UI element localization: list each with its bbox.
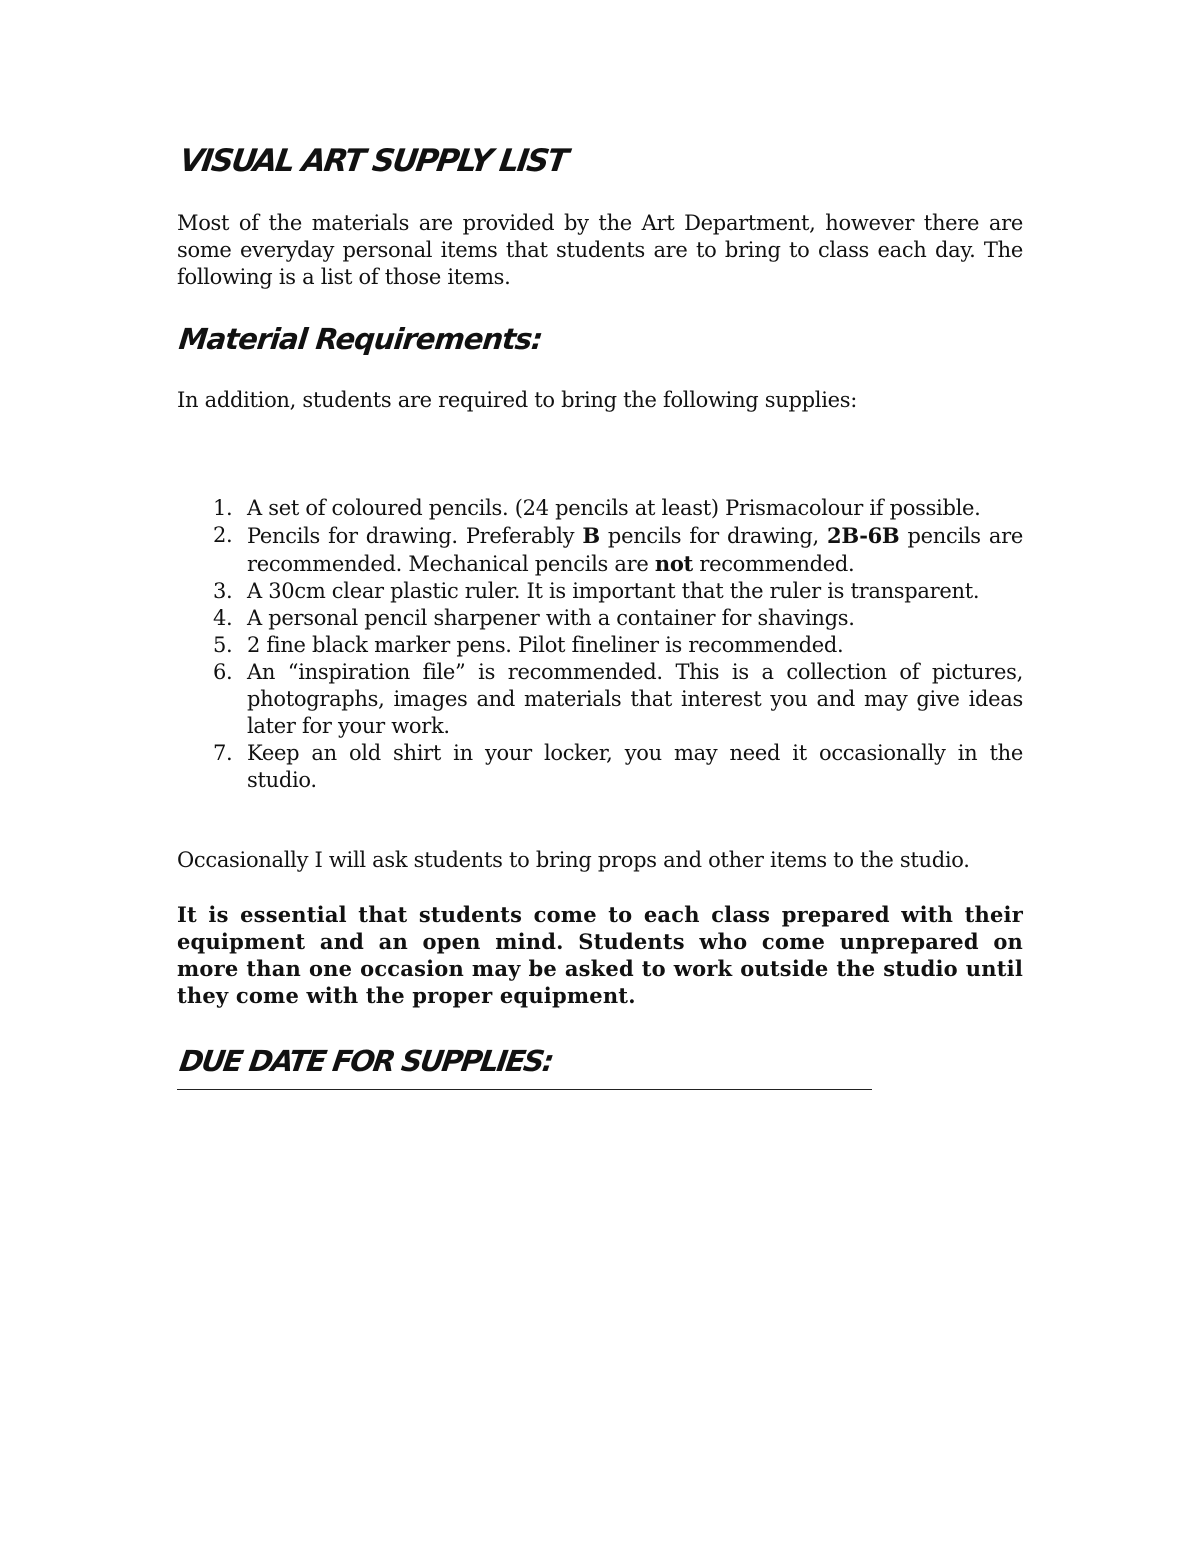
due-date-heading: DUE DATE FOR SUPPLIES: [177,1044,555,1078]
pencil-grade-b: B [582,523,600,548]
addition-paragraph: In addition, students are required to bring the following supplies: [177,388,858,412]
list-item-text: A set of coloured pencils. (24 pencils at least) Prismacolour if possible. [247,496,981,520]
list-item [177,632,1023,659]
due-date-blank-line [177,1089,872,1090]
list-item-text: An “inspiration file” is recommended. This is a collection of pictures, photographs, images and materials that interest you and may give ideas later for your work. [247,660,1023,738]
pencil-grade-range: 2B-6B [827,523,900,548]
list-item [177,659,1023,740]
list-item [177,605,1023,632]
emphasis-not: not [654,551,693,576]
occasionally-paragraph: Occasionally I will ask students to bring props and other items to the studio. [177,848,970,872]
list-item-number: 5. [213,633,233,657]
list-item [177,522,1023,578]
essential-notice: It is essential that students come to each class prepared with their equipment and an open mind. Students who come unprepared on more than one occasion may be asked to work outside the studio until they come with the proper equipment. [177,902,1023,1008]
list-item-text: Keep an old shirt in your locker, you may need it occasionally in the studio. [247,741,1023,792]
list-item [177,578,1023,605]
list-item-number: 4. [213,606,233,630]
list-item [177,740,1023,794]
list-item-text: A personal pencil sharpener with a container for shavings. [247,606,855,630]
document-content [177,140,1023,1090]
intro-paragraph: Most of the materials are provided by the Art Department, however there are some everyday personal items that students are to bring to class each day. The following is a list of those items. [177,211,1023,289]
list-item-text: 2 fine black marker pens. Pilot fineliner is recommended. [247,633,844,657]
list-item-number: 6. [213,660,233,684]
list-item-text: Pencils for drawing. Preferably B pencils for drawing, 2B-6B pencils are recommended. Mechanical pencils are not recommended. [247,523,1023,576]
material-requirements-heading: Material Requirements: [177,322,544,356]
list-item-number: 7. [213,741,233,765]
list-item-number: 2. [213,523,233,547]
document-title: VISUAL ART SUPPLY LIST [177,143,569,179]
list-item-number: 3. [213,579,233,603]
list-item-text: A 30cm clear plastic ruler. It is important that the ruler is transparent. [247,579,980,603]
list-item [177,495,1023,522]
supply-list [177,495,1023,794]
list-item-number: 1. [213,496,233,520]
